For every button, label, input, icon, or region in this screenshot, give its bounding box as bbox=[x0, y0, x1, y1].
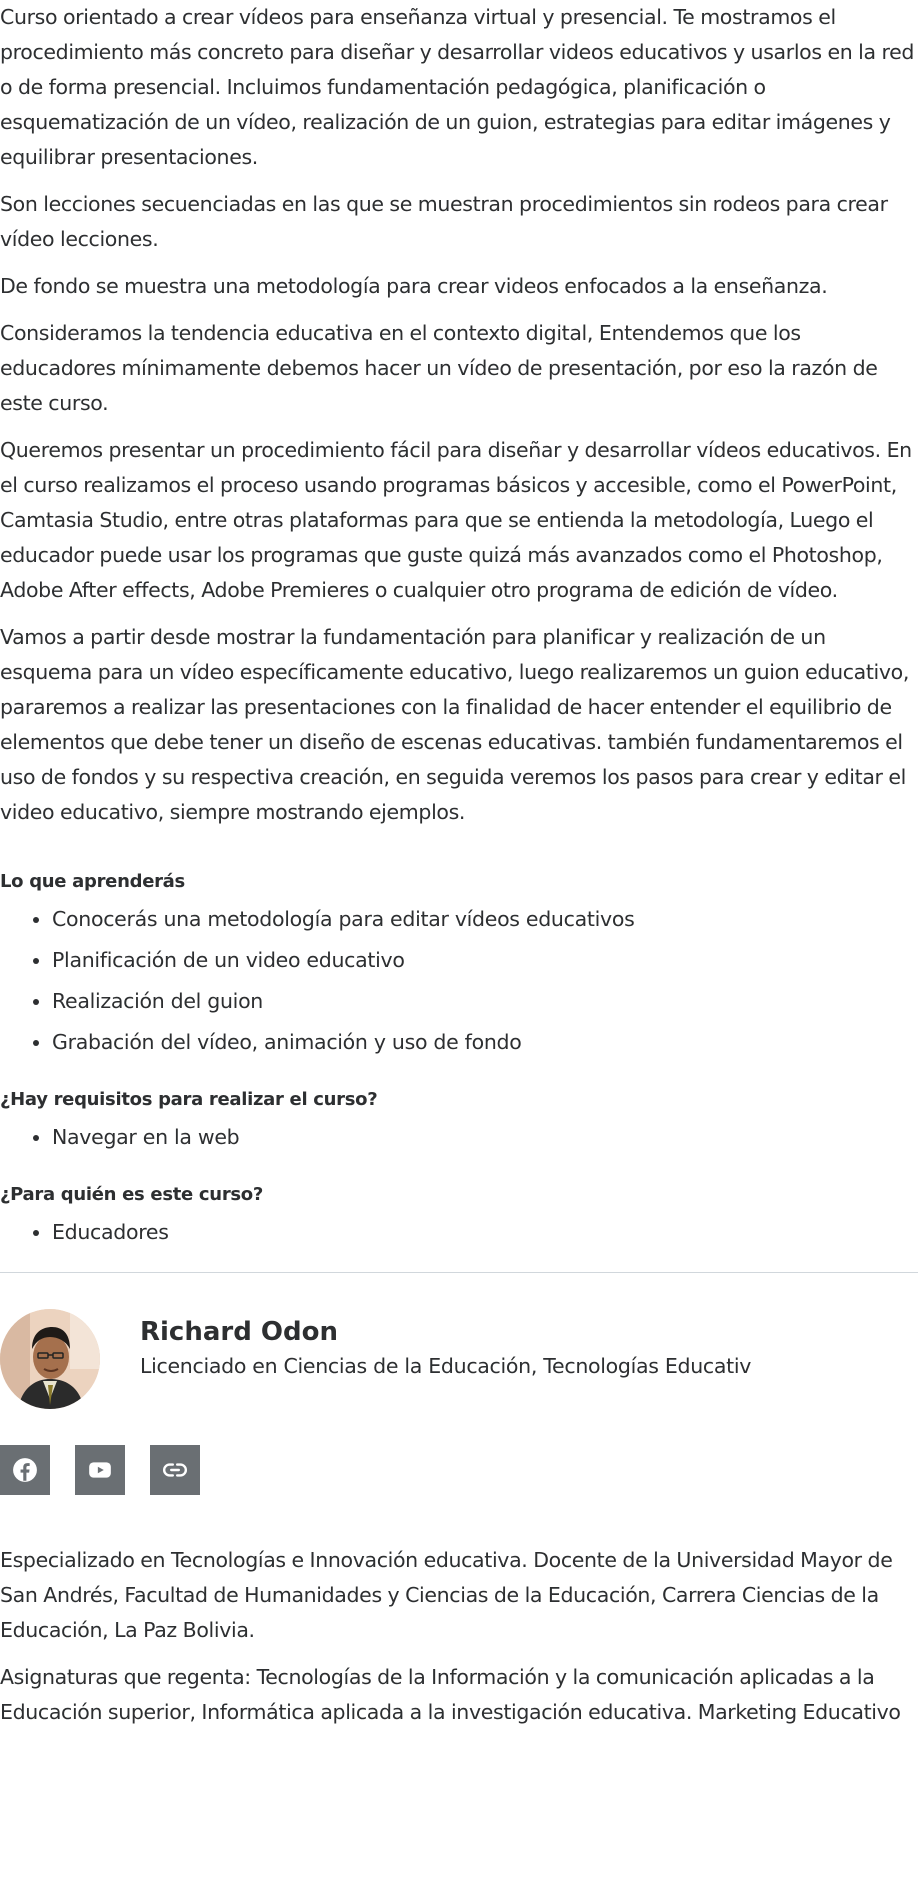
section-divider bbox=[0, 1272, 918, 1273]
instructor-name[interactable]: Richard Odon bbox=[140, 1317, 338, 1347]
description-paragraph: Queremos presentar un procedimiento fácil para diseñar y desarrollar vídeos educativos. En el curso realizamos el proceso usando programas básicos y accesible, como el PowerPoint, Camtasia Studio, entre otras plataformas para que se entienda la metodología, Luego el educador puede usar los programas que guste quizá más avanzados como el Photoshop, Adobe After effects, Adobe Premieres o cualquier otro programa de edición de vídeo. bbox=[0, 438, 912, 602]
description-paragraph: Vamos a partir desde mostrar la fundamentación para planificar y realización de un esquema para un vídeo específicamente educativo, luego realizaremos un guion educativo, pararemos a realizar las presentaciones con la finalidad de hacer entender el equilibrio de elementos que debe tener un diseño de escenas educativas. también fundamentaremos el uso de fondos y su respectiva creación, en seguida veremos los pasos para crear y editar el video educativo, siempre mostrando ejemplos. bbox=[0, 625, 910, 824]
requirements-list bbox=[0, 1125, 918, 1150]
facebook-button[interactable] bbox=[0, 1445, 50, 1495]
youtube-icon bbox=[87, 1457, 113, 1483]
instructor-bio bbox=[0, 1543, 918, 1730]
learn-item: • Grabación del vídeo, animación y uso de fondo bbox=[52, 1030, 918, 1055]
avatar-image bbox=[0, 1309, 100, 1409]
requirement-item: • Navegar en la web bbox=[52, 1125, 918, 1150]
description-paragraph: Curso orientado a crear vídeos para enseñanza virtual y presencial. Te mostramos el procedimiento más concreto para diseñar y desarrollar videos educativos y usarlos en la red o de forma presencial. Incluimos fundamentación pedagógica, planificación o esquematización de un vídeo, realización de un guion, estrategias para editar imágenes y equilibrar presentaciones. bbox=[0, 5, 915, 169]
description-paragraph: Son lecciones secuenciadas en las que se muestran procedimientos sin rodeos para crear vídeo lecciones. bbox=[0, 192, 888, 251]
bio-paragraph: Asignaturas que regenta: Tecnologías de la Información y la comunicación aplicadas a la Educación superior, Informática aplicada a la investigación educativa. Marketing Educativo bbox=[0, 1665, 901, 1724]
bio-paragraph: Especializado en Tecnologías e Innovación educativa. Docente de la Universidad Mayor de San Andrés, Facultad de Humanidades y Ciencias de la Educación, Carrera Ciencias de la Educación, La Paz Bolivia. bbox=[0, 1548, 893, 1642]
learn-item: • Realización del guion bbox=[52, 989, 918, 1014]
website-link-button[interactable] bbox=[150, 1445, 200, 1495]
facebook-icon bbox=[12, 1457, 38, 1483]
description-paragraph: De fondo se muestra una metodología para crear videos enfocados a la enseñanza. bbox=[0, 274, 828, 298]
link-icon bbox=[162, 1457, 188, 1483]
instructor-social-links bbox=[0, 1445, 918, 1495]
instructor-card bbox=[0, 1309, 918, 1409]
audience-section-title: ¿Para quién es este curso? bbox=[0, 1184, 264, 1205]
learn-item: • Conocerás una metodología para editar vídeos educativos bbox=[52, 907, 918, 932]
description-paragraph: Consideramos la tendencia educativa en el contexto digital, Entendemos que los educadores mínimamente debemos hacer un vídeo de presentación, por eso la razón de este curso. bbox=[0, 321, 878, 415]
avatar[interactable] bbox=[0, 1309, 100, 1409]
instructor-title: Licenciado en Ciencias de la Educación, Tecnologías Educativ bbox=[140, 1354, 752, 1378]
course-description bbox=[0, 0, 918, 830]
requirements-section-title: ¿Hay requisitos para realizar el curso? bbox=[0, 1089, 378, 1110]
youtube-button[interactable] bbox=[75, 1445, 125, 1495]
audience-item: • Educadores bbox=[52, 1220, 918, 1245]
spacer bbox=[0, 1055, 918, 1071]
instructor-info bbox=[140, 1309, 751, 1383]
learn-section-title: Lo que aprenderás bbox=[0, 871, 185, 892]
learn-list bbox=[0, 907, 918, 1055]
learn-item: • Planificación de un video educativo bbox=[52, 948, 918, 973]
audience-list bbox=[0, 1220, 918, 1245]
